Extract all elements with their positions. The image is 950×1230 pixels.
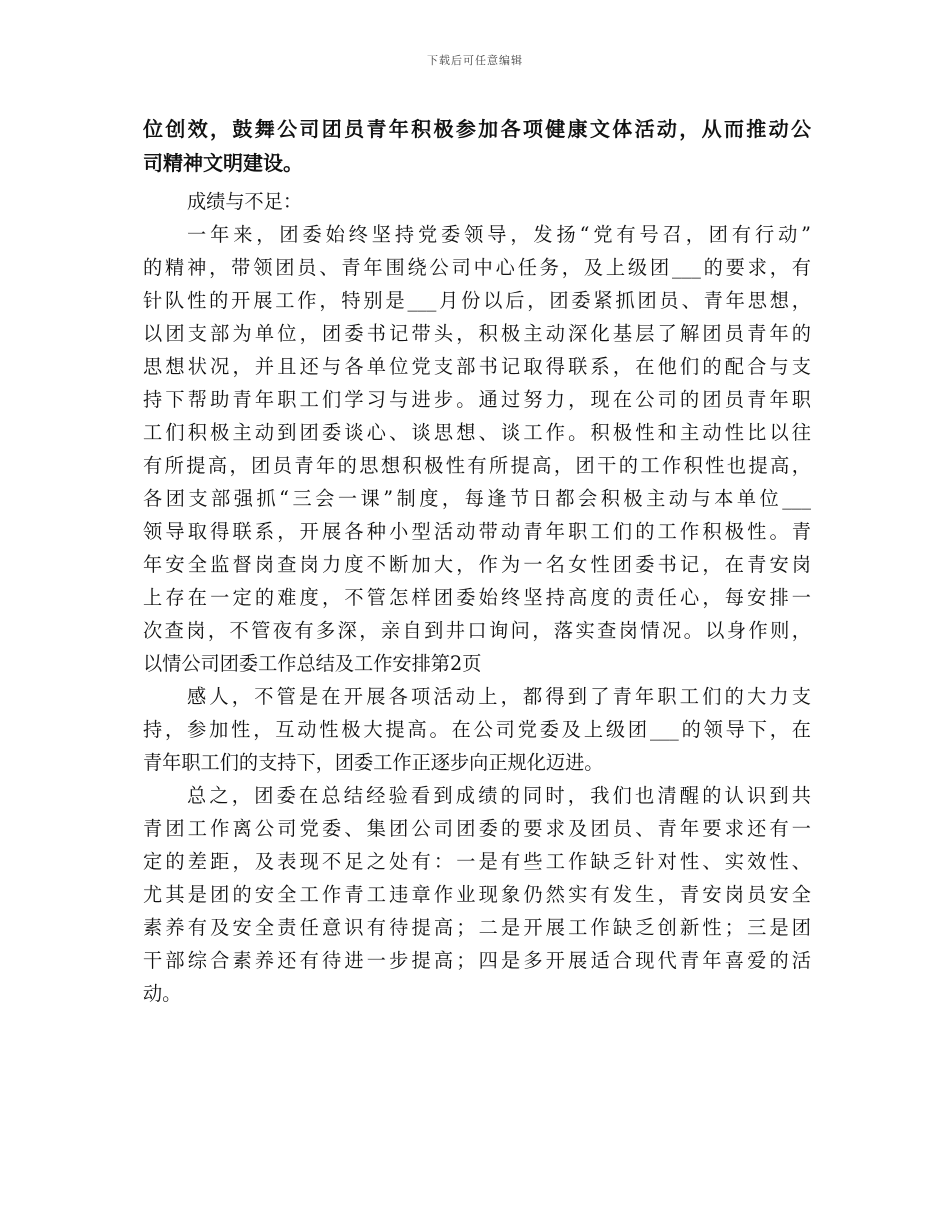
paragraph-line: 感人，不管是在开展各项活动上，都得到了青年职工们的大力支 — [187, 685, 811, 708]
paragraph-line: 动。 — [143, 982, 182, 1005]
paragraph-2 — [143, 680, 811, 779]
paragraph-line: 青年职工们的支持下，团委工作正逐步向正规化迈进。 — [143, 751, 604, 774]
paragraph-line: 干部综合素养还有待进一步提高；四是多开展适合现代青年喜爱的活 — [143, 949, 811, 972]
paragraph-line: 一年来，团委始终坚持党委领导，发扬“党有号召，团有行动” — [187, 223, 811, 246]
paragraph-line: 针队性的开展工作，特别是___月份以后，团委紧抓团员、青年思想， — [143, 289, 811, 312]
paragraph-line: 持下帮助青年职工们学习与进步。通过努力，现在公司的团员青年职 — [143, 388, 811, 411]
page-header: 下载后可任意编辑 — [427, 54, 523, 67]
paragraph-3 — [143, 779, 811, 1010]
paragraph-line: 各团支部强抓“三会一课”制度，每逢节日都会积极主动与本单位___ — [143, 487, 811, 510]
paragraph-line: 素养有及安全责任意识有待提高；二是开展工作缺乏创新性；三是团 — [143, 916, 811, 939]
paragraph-line: 定的差距，及表现不足之处有：一是有些工作缺乏针对性、实效性、 — [143, 850, 811, 873]
paragraph-line: 以情公司团委工作总结及工作安排第2页 — [143, 652, 482, 675]
paragraph-line: 尤其是团的安全工作青工违章作业现象仍然实有发生，青安岗员安全 — [143, 883, 811, 906]
paragraph-line: 工们积极主动到团委谈心、谈思想、谈工作。积极性和主动性比以往 — [143, 421, 811, 444]
paragraph-line: 青团工作离公司党委、集团公司团委的要求及团员、青年要求还有一 — [143, 817, 811, 840]
paragraph-line: 有所提高，团员青年的思想积极性有所提高，团干的工作积性也提高， — [143, 454, 811, 477]
paragraph-line: 总之，团委在总结经验看到成绩的同时，我们也清醒的认识到共 — [187, 784, 811, 807]
intro-line: 位创效，鼓舞公司团员青年积极参加各项健康文体活动，从而推动公 — [143, 117, 811, 141]
paragraph-line: 的精神，带领团员、青年围绕公司中心任务，及上级团___的要求，有 — [143, 256, 811, 279]
paragraph-1 — [143, 218, 811, 680]
paragraph-line: 年安全监督岗查岗力度不断加大，作为一名女性团委书记，在青安岗 — [143, 553, 811, 576]
intro-line: 司精神文明建设。 — [143, 151, 303, 175]
paragraph-line: 持，参加性，互动性极大提高。在公司党委及上级团___的领导下，在 — [143, 718, 811, 741]
section-heading: 成绩与不足： — [187, 190, 303, 213]
paragraph-line: 次查岗，不管夜有多深，亲自到井口询问，落实查岗情况。以身作则， — [143, 619, 811, 642]
paragraph-line: 思想状况，并且还与各单位党支部书记取得联系，在他们的配合与支 — [143, 355, 811, 378]
paragraph-line: 上存在一定的难度，不管怎样团委始终坚持高度的责任心，每安排一 — [143, 586, 811, 609]
document-body — [143, 112, 811, 1010]
paragraph-line: 以团支部为单位，团委书记带头，积极主动深化基层了解团员青年的 — [143, 322, 811, 345]
paragraph-line: 领导取得联系，开展各种小型活动带动青年职工们的工作积极性。青 — [143, 520, 811, 543]
